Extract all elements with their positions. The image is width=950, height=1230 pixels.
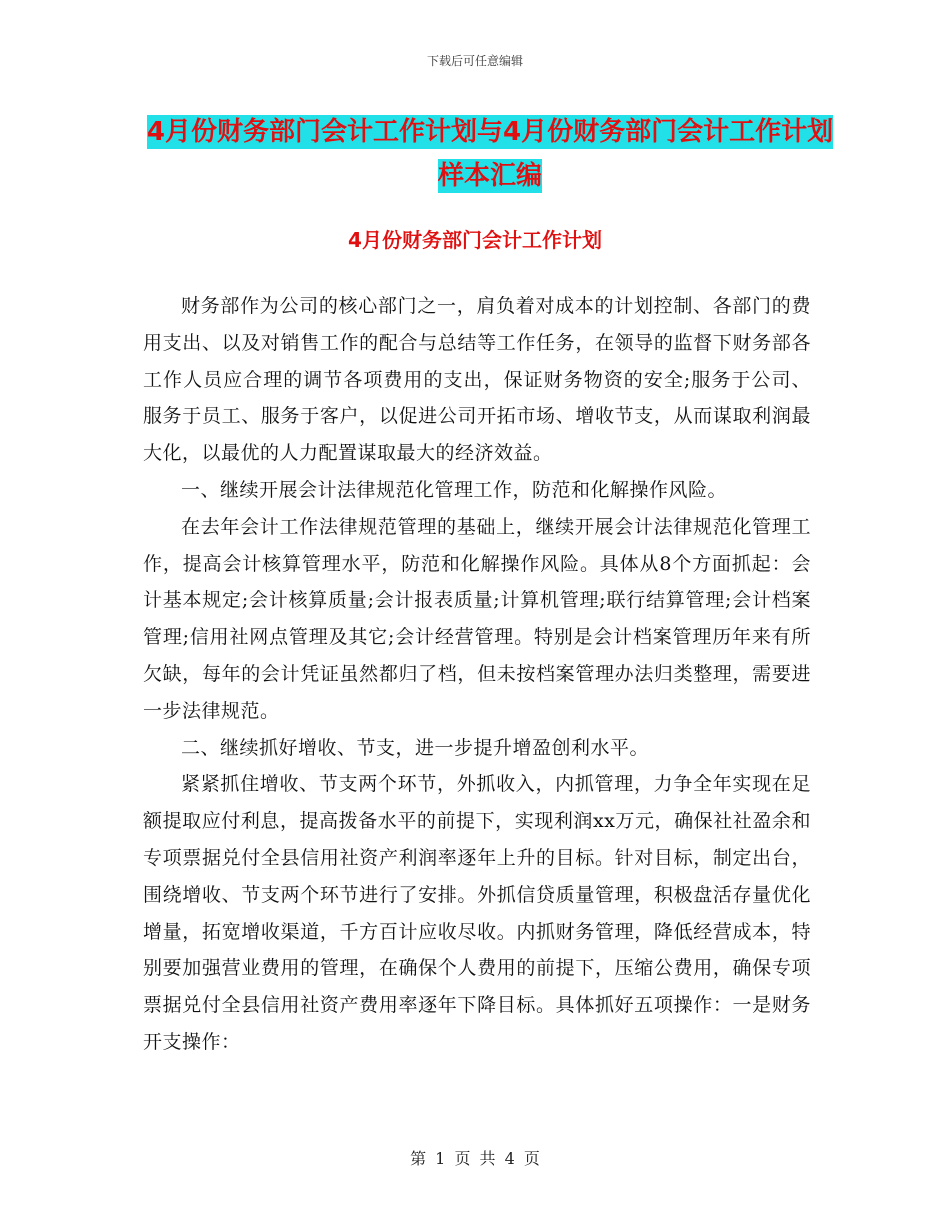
document-title [140, 110, 840, 198]
paragraph-legal-management: 在去年会计工作法律规范管理的基础上，继续开展会计法律规范化管理工作，提高会计核算管理水平，防范和化解操作风险。具体从8个方面抓起：会计基本规定;会计核算质量;会计报表质量;计算机管理;联行结算管理;会计档案管理;信用社网点管理及其它;会计经营管理。特别是会计档案管理历年来有所欠缺，每年的会计凭证虽然都归了档，但未按档案管理办法归类整理，需要进一步法律规范。 [143, 515, 811, 722]
document-body [143, 288, 811, 1061]
paragraph-heading-1: 一、继续开展会计法律规范化管理工作，防范和化解操作风险。 [181, 478, 728, 501]
paragraph-intro: 财务部作为公司的核心部门之一，肩负着对成本的计划控制、各部门的费用支出、以及对销售工作的配合与总结等工作任务，在领导的监督下财务部各工作人员应合理的调节各项费用的支出，保证财务物资的安全;服务于公司、服务于员工、服务于客户，以促进公司开拓市场、增收节支，从而谋取利润最大化，以最优的人力配置谋取最大的经济效益。 [143, 295, 811, 465]
paragraph-heading-2: 二、继续抓好增收、节支，进一步提升增盈创利水平。 [181, 736, 650, 759]
paragraph-income-expense: 紧紧抓住增收、节支两个环节，外抓收入，内抓管理，力争全年实现在足额提取应付利息，提高拨备水平的前提下，实现利润xx万元，确保社社盈余和专项票据兑付全县信用社资产利润率逐年上升的目标。针对目标，制定出台，围绕增收、节支两个环节进行了安排。外抓信贷质量管理，积极盘活存量优化增量，拓宽增收渠道，千方百计应收尽收。内抓财务管理，降低经营成本，特别要加强营业费用的管理，在确保个人费用的前提下，压缩公费用，确保专项票据兑付全县信用社资产费用率逐年下降目标。具体抓好五项操作：一是财务开支操作： [143, 773, 811, 1053]
page-footer: 第 1 页 共 4 页 [410, 1149, 540, 1168]
document-title-text: 4月份财务部门会计工作计划与4月份财务部门会计工作计划样本汇编 [146, 117, 834, 191]
header-note: 下载后可任意编辑 [426, 54, 523, 68]
section-title: 4月份财务部门会计工作计划 [348, 228, 602, 252]
